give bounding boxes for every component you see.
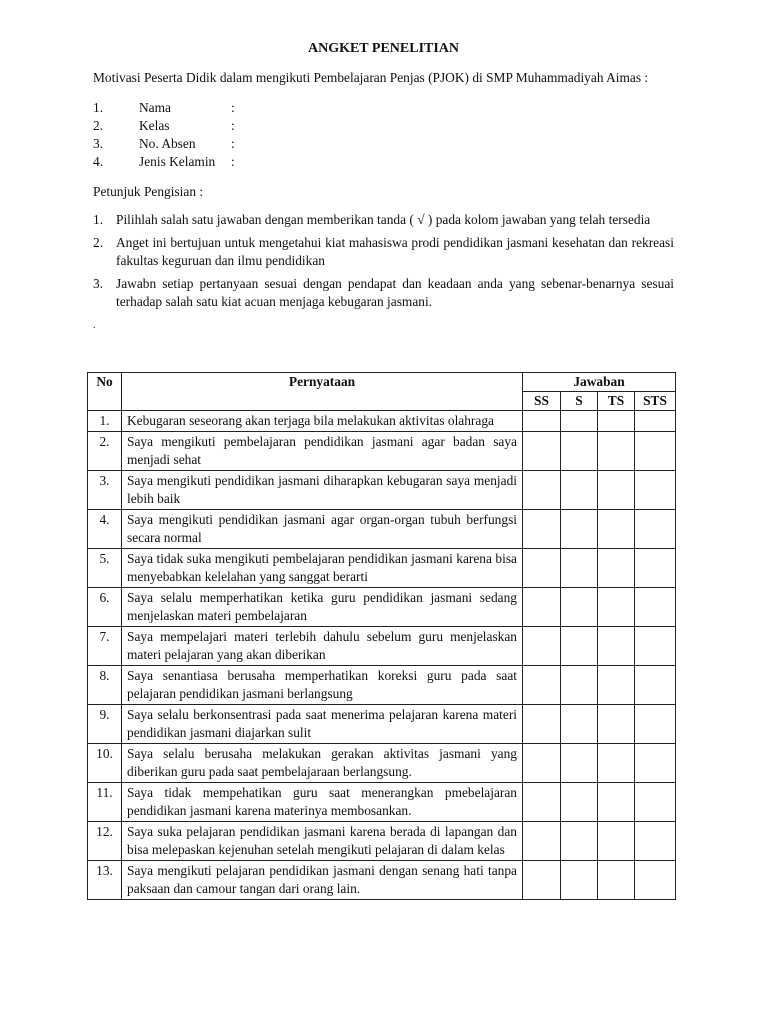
answer-cell-ss[interactable] [523,627,561,666]
answer-cell-ts[interactable] [598,510,635,549]
table-row [88,471,676,510]
answer-cell-sts[interactable] [635,588,676,627]
answer-cell-ts[interactable] [598,411,635,432]
answer-cell-ss[interactable] [523,432,561,471]
table-row [88,861,676,900]
document-page [93,40,674,329]
answer-cell-sts[interactable] [635,666,676,705]
answer-cell-s[interactable] [561,705,598,744]
identity-fields [93,99,674,171]
row-number: 4. [88,510,122,549]
answer-cell-s[interactable] [561,666,598,705]
header-option-sts: STS [635,392,676,411]
answer-cell-ts[interactable] [598,744,635,783]
table-row [88,549,676,588]
instruction-item: 3. Jawabn setiap pertanyaan sesuai dengan pendapat dan keadaan anda yang sebenar-benarnya sesuai terhadap salah satu kiat acuan menjaga kebugaran jasmani. [93,276,674,309]
row-number: 1. [88,411,122,432]
answer-cell-sts[interactable] [635,822,676,861]
instruction-item: 1. Pilihlah salah satu jawaban dengan memberikan tanda ( √ ) pada kolom jawaban yang telah tersedia [93,212,651,227]
row-statement: Saya mempelajari materi terlebih dahulu sebelum guru menjelaskan materi pelajaran yang akan diberikan [122,627,523,666]
row-number: 6. [88,588,122,627]
row-statement: Saya mengikuti pendidikan jasmani agar organ-organ tubuh berfungsi secara normal [122,510,523,549]
instruction-item: 2. Anget ini bertujuan untuk mengetahui kiat mahasiswa prodi pendidikan jasmani kesehatan dan rekreasi fakultas keguruan dan ilmu pendidikan [93,235,674,268]
answer-cell-sts[interactable] [635,627,676,666]
table-row [88,432,676,471]
stray-dot: . [93,320,96,331]
identity-field-no-absen: 3. No. Absen : [93,136,235,151]
answer-cell-s[interactable] [561,627,598,666]
header-statement: Pernyataan [122,373,523,411]
answer-cell-s[interactable] [561,411,598,432]
answer-cell-sts[interactable] [635,432,676,471]
identity-field-nama: 1. Nama : [93,100,235,115]
answer-cell-s[interactable] [561,822,598,861]
answer-cell-s[interactable] [561,549,598,588]
row-number: 12. [88,822,122,861]
answer-cell-sts[interactable] [635,861,676,900]
answer-cell-ss[interactable] [523,744,561,783]
answer-cell-sts[interactable] [635,744,676,783]
header-option-ss: SS [523,392,561,411]
questionnaire-table [87,372,676,900]
row-number: 2. [88,432,122,471]
answer-cell-ts[interactable] [598,822,635,861]
row-number: 3. [88,471,122,510]
instructions-list [93,211,674,311]
answer-cell-ts[interactable] [598,705,635,744]
answer-cell-ts[interactable] [598,588,635,627]
identity-field-jenis-kelamin: 4. Jenis Kelamin : [93,154,235,169]
answer-cell-ss[interactable] [523,666,561,705]
table-row [88,627,676,666]
answer-cell-ss[interactable] [523,861,561,900]
row-statement: Saya mengikuti pelajaran pendidikan jasmani dengan senang hati tanpa paksaan dan camour tangan dari orang lain. [122,861,523,900]
answer-cell-s[interactable] [561,861,598,900]
intro-paragraph: Motivasi Peserta Didik dalam mengikuti Pembelajaran Penjas (PJOK) di SMP Muhammadiyah Aimas : [93,70,649,85]
answer-cell-sts[interactable] [635,411,676,432]
row-statement: Saya tidak suka mengikuti pembelajaran pendidikan jasmani karena bisa menyebabkan kelelahan yang sanggat berarti [122,549,523,588]
row-statement: Saya mengikuti pembelajaran pendidikan jasmani agar badan saya menjadi sehat [122,432,523,471]
row-number: 7. [88,627,122,666]
table-row [88,783,676,822]
header-option-s: S [561,392,598,411]
row-statement: Saya selalu berusaha melakukan gerakan aktivitas jasmani yang diberikan guru pada saat pembelajaraan berlangsung. [122,744,523,783]
table-row [88,744,676,783]
identity-label: No. Absen [139,136,196,151]
header-option-ts: TS [598,392,635,411]
row-number: 13. [88,861,122,900]
answer-cell-sts[interactable] [635,471,676,510]
row-statement: Saya selalu berkonsentrasi pada saat menerima pelajaran karena materi pendidikan jasmani diajarkan sulit [122,705,523,744]
answer-cell-s[interactable] [561,588,598,627]
answer-cell-s[interactable] [561,744,598,783]
table-row [88,666,676,705]
row-statement: Saya mengikuti pendidikan jasmani diharapkan kebugaran saya menjadi lebih baik [122,471,523,510]
row-number: 9. [88,705,122,744]
answer-cell-ss[interactable] [523,411,561,432]
answer-cell-ts[interactable] [598,549,635,588]
row-statement: Saya suka pelajaran pendidikan jasmani karena berada di lapangan dan bisa melepaskan kejenuhan setelah mengikuti pelajaran di dalam kelas [122,822,523,861]
row-number: 5. [88,549,122,588]
table-row [88,705,676,744]
answer-cell-ts[interactable] [598,432,635,471]
row-number: 10. [88,744,122,783]
answer-cell-ss[interactable] [523,471,561,510]
row-number: 11. [88,783,122,822]
table-row [88,411,676,432]
answer-cell-ts[interactable] [598,627,635,666]
instructions-heading: Petunjuk Pengisian : [93,184,204,199]
identity-label: Jenis Kelamin [139,154,216,169]
answer-cell-ss[interactable] [523,783,561,822]
answer-cell-ss[interactable] [523,822,561,861]
answer-cell-ts[interactable] [598,783,635,822]
answer-cell-ss[interactable] [523,549,561,588]
document-title: ANGKET PENELITIAN [307,41,460,56]
table-row [88,822,676,861]
answer-cell-ts[interactable] [598,861,635,900]
answer-cell-s[interactable] [561,432,598,471]
identity-label: Nama [139,100,171,115]
answer-cell-s[interactable] [561,471,598,510]
answer-cell-ss[interactable] [523,705,561,744]
answer-cell-ss[interactable] [523,588,561,627]
answer-cell-sts[interactable] [635,549,676,588]
row-number: 8. [88,666,122,705]
answer-cell-sts[interactable] [635,510,676,549]
answer-cell-ts[interactable] [598,471,635,510]
row-statement: Saya selalu memperhatikan ketika guru pendidikan jasmani sedang menjelaskan materi pembelajaran [122,588,523,627]
identity-field-kelas: 2. Kelas : [93,118,235,133]
header-answer: Jawaban [523,373,676,392]
table-row [88,588,676,627]
questionnaire-body [88,411,676,900]
answer-cell-s[interactable] [561,510,598,549]
answer-cell-sts[interactable] [635,783,676,822]
row-statement: Kebugaran seseorang akan terjaga bila melakukan aktivitas olahraga [122,411,523,432]
answer-cell-ts[interactable] [598,666,635,705]
identity-label: Kelas [139,118,170,133]
row-statement: Saya tidak mempehatikan guru saat menerangkan pmebelajaran pendidikan jasmani karena materinya membosankan. [122,783,523,822]
header-no: No [88,373,122,411]
answer-cell-sts[interactable] [635,705,676,744]
row-statement: Saya senantiasa berusaha memperhatikan koreksi guru pada saat pelajaran pendidikan jasmani berlangsung [122,666,523,705]
answer-cell-ss[interactable] [523,510,561,549]
answer-cell-s[interactable] [561,783,598,822]
table-row [88,510,676,549]
